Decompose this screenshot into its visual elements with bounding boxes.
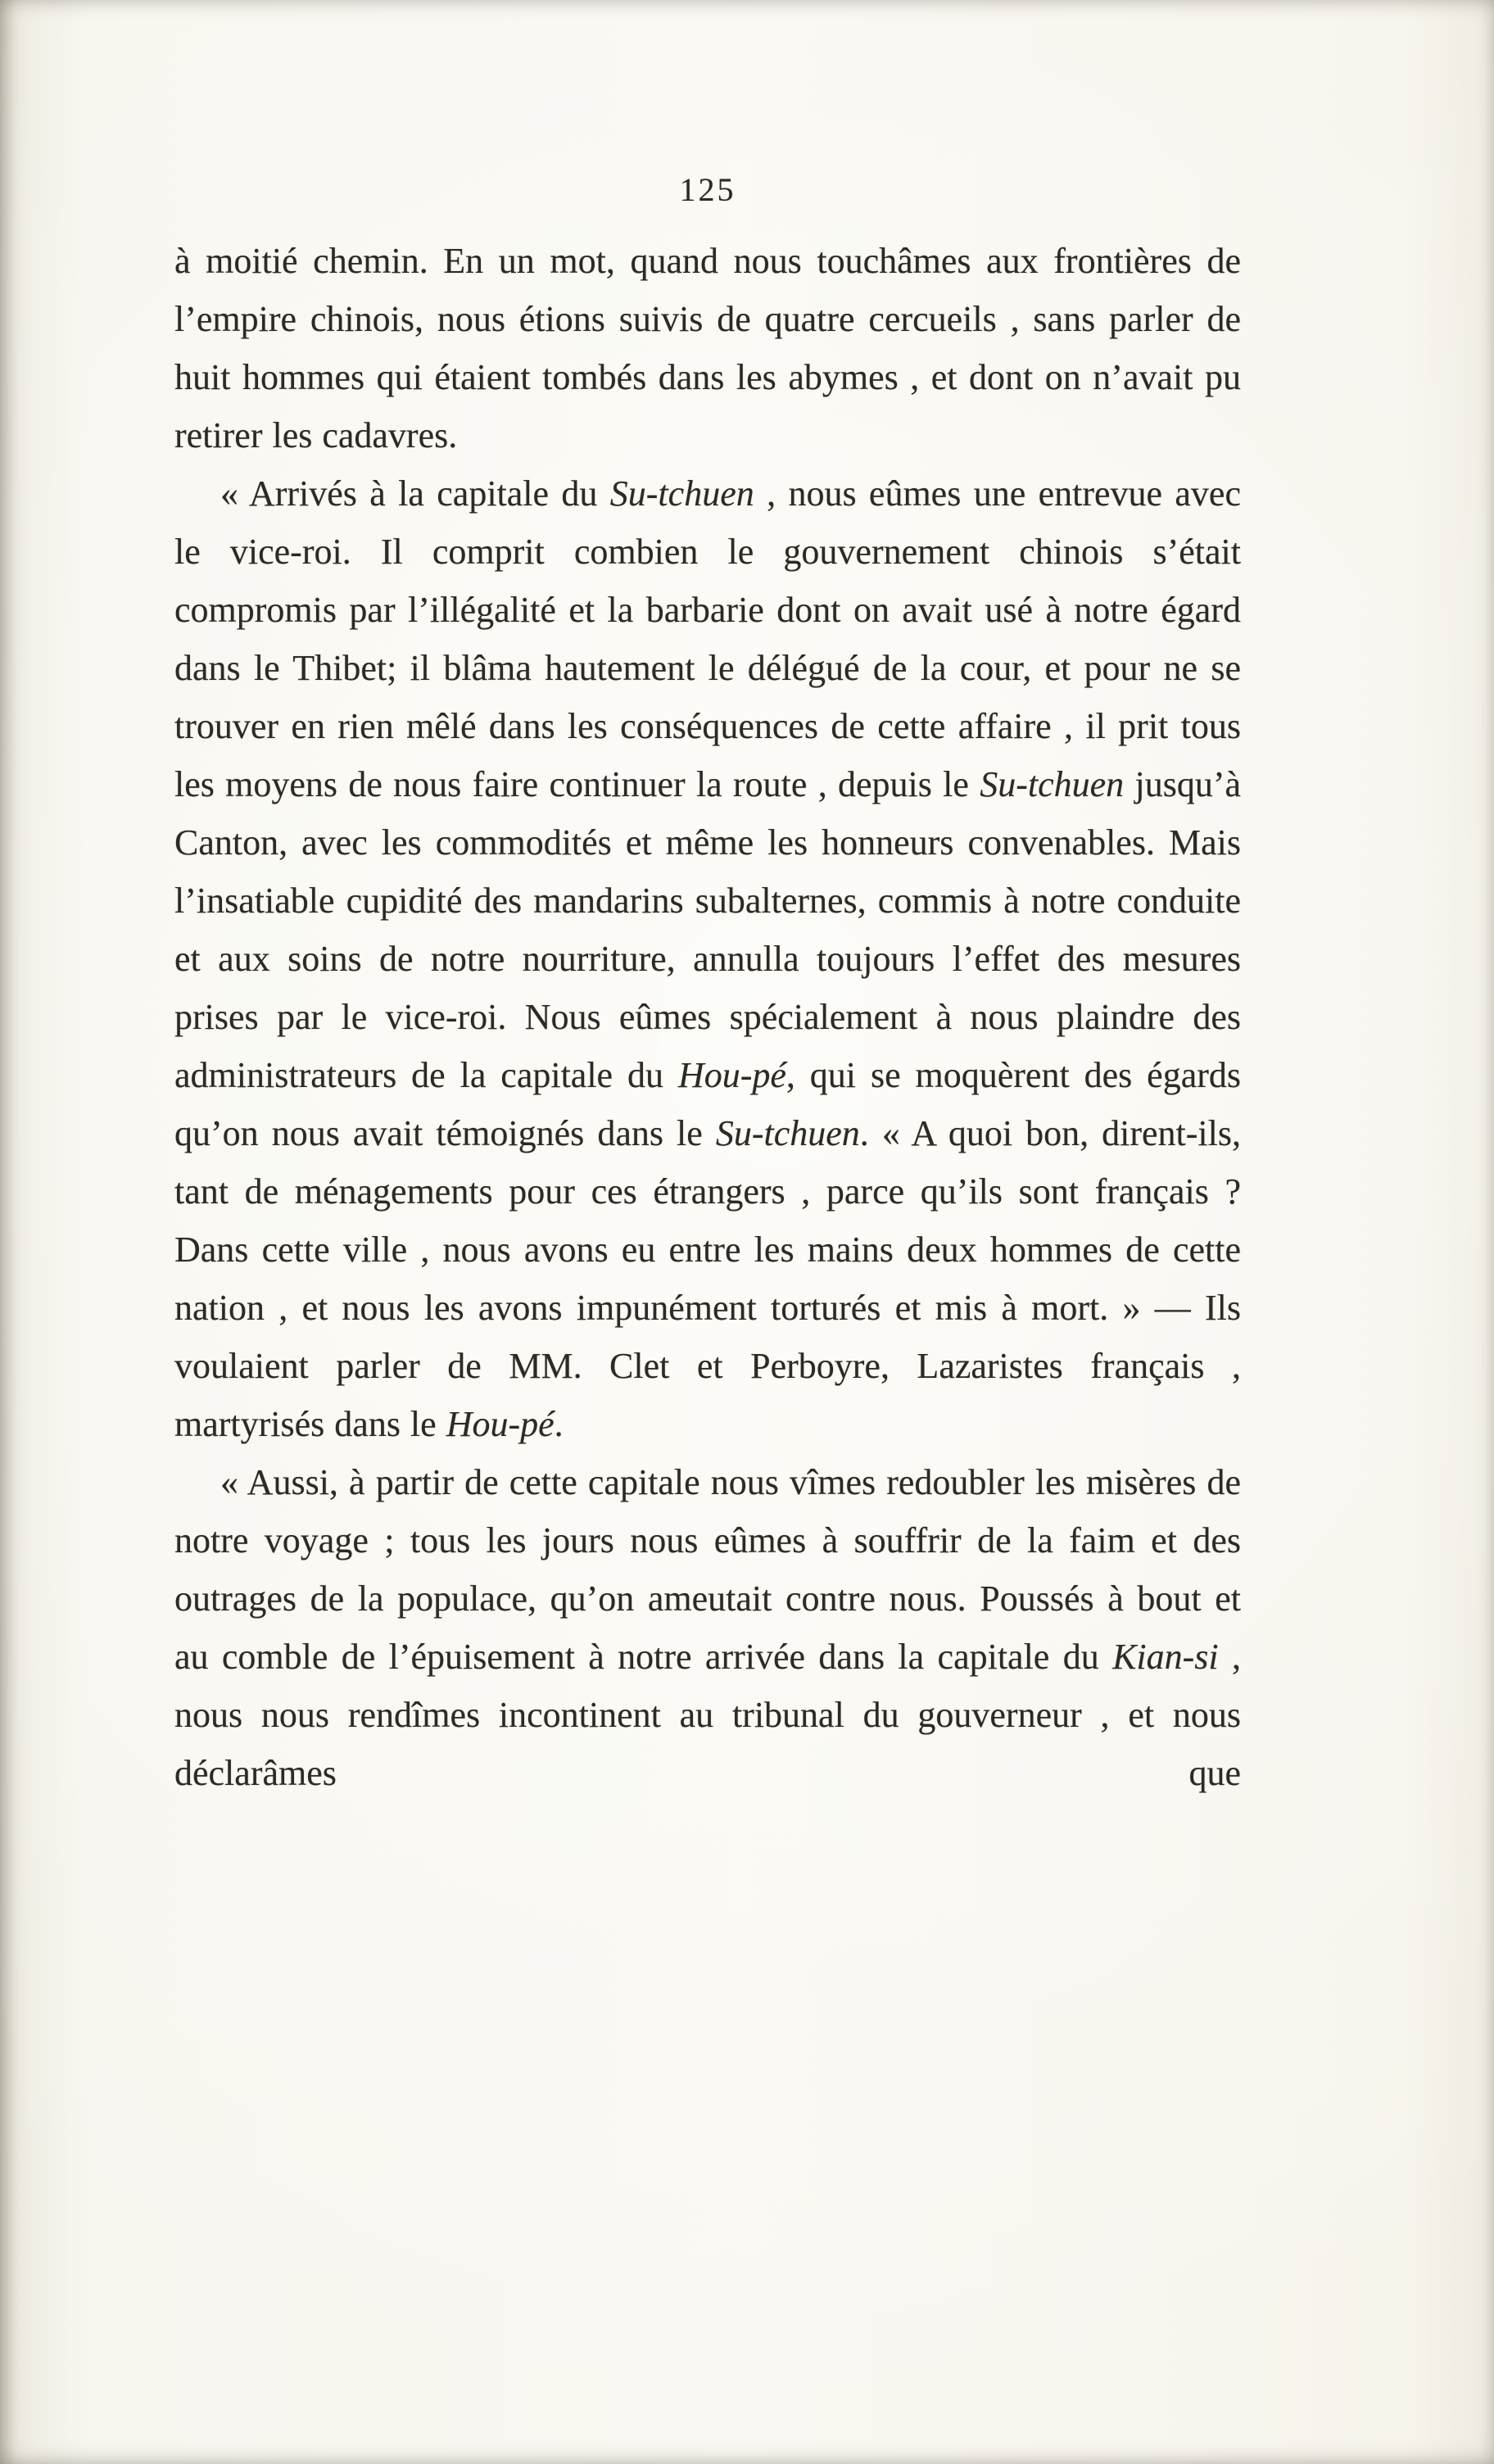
paragraph [174, 464, 1241, 1453]
text-column [174, 0, 1241, 1802]
italic-term: Kian-si [1112, 1637, 1219, 1677]
text-segment: . « A quoi bon, dirent-ils, tant de ménagements pour ces étrangers , parce qu’ils sont français ? Dans cette ville , nous avons eu entre les mains deux hommes de cette nation , et nous les avons impunément torturés et mis à mort. » — Ils voulaient parler de MM. Clet et Perboyre, Lazaristes français , martyrisés dans le [174, 1113, 1241, 1444]
paragraph [174, 1453, 1241, 1802]
italic-term: Hou-pé [446, 1404, 555, 1444]
italic-term: Hou-pé [677, 1055, 786, 1095]
text-segment: , qui se moquèrent des égards qu’on nous avait témoignés dans le [174, 1055, 1241, 1153]
page-number: 125 [679, 171, 736, 208]
paragraph [174, 232, 1241, 464]
text-segment: , nous nous rendîmes incontinent au tribunal du gouverneur , et nous déclarâmes que [174, 1637, 1242, 1793]
text-segment: « Arrivés à la capitale du [220, 473, 610, 514]
italic-term: Su-tchuen [609, 473, 754, 514]
text-segment: « Aussi, à partir de cette capitale nous vîmes redoubler les misères de notre voyage ; tous les jours nous eûmes à souffrir de la faim et des outrages de la populace, qu’on ameutait contre nous. Poussés à bout et au comble de l’épuisement à notre arrivée dans la capitale du [174, 1462, 1241, 1677]
text-segment: à moitié chemin. En un mot, quand nous touchâmes aux frontières de l’empire chinois, nous étions suivis de quatre cercueils , sans parler de huit hommes qui étaient tombés dans les abymes , et dont on n’avait pu retirer les cadavres. [174, 241, 1241, 455]
italic-term: Su-tchuen [980, 764, 1125, 804]
text-segment: , nous eûmes une entrevue avec le vice-roi. Il comprit combien le gouvernement chinois s’était compromis par l’illégalité et la barbarie dont on avait usé à notre égard dans le Thibet; il blâma hautement le délégué de la cour, et pour ne se trouver en rien mêlé dans les conséquences de cette affaire , il prit tous les moyens de nous faire continuer la route , depuis le [174, 473, 1241, 804]
text-segment: . [554, 1404, 564, 1444]
text-segment: jusqu’à Canton, avec les commodités et même les honneurs convenables. Mais l’insatiable cupidité des mandarins subalternes, commis à notre conduite et aux soins de notre nourriture, annulla toujours l’effet des mesures prises par le vice-roi. Nous eûmes spécialement à nous plaindre des administrateurs de la capitale du [174, 764, 1241, 1095]
body-text [174, 232, 1241, 1802]
italic-term: Su-tchuen [715, 1113, 860, 1153]
